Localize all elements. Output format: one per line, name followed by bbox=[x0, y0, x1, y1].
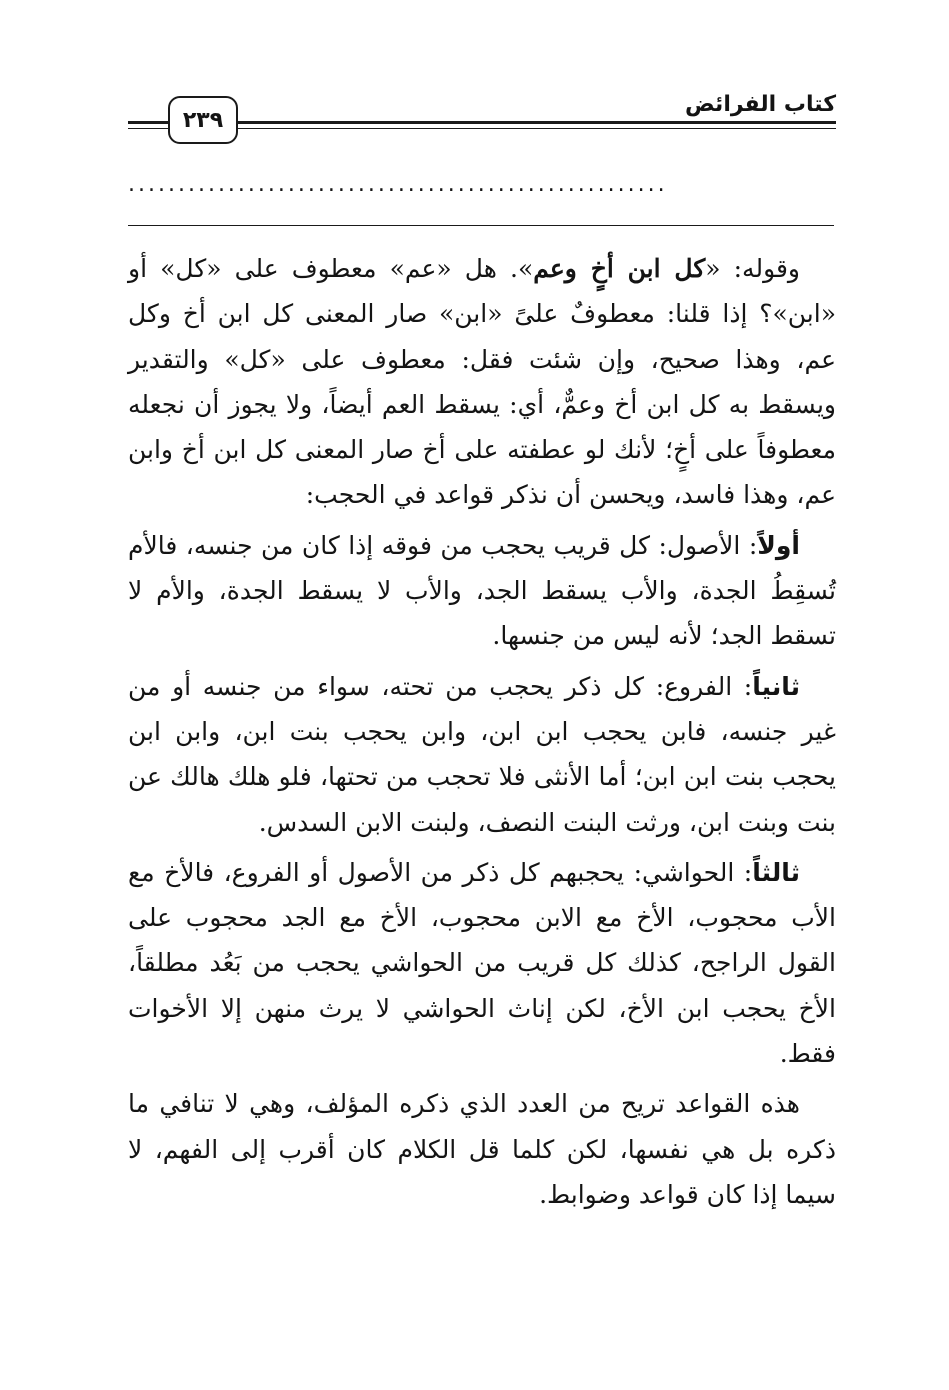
paragraph-3 bbox=[128, 664, 836, 845]
paragraph-1-text: ». هل «عم» معطوف على «كل» أو «ابن»؟ إذا قلنا: معطوفٌ علىً «ابن» صار المعنى كل ابن أخ وكل عم، وهذا صحيح، وإن شئت فقل: معطوف على «كل» والتقدير ويسقط به كل ابن أخ وعمٌّ، أي: يسقط العم أيضاً، ولا يجوز أن نجعله معطوفاً على أخٍ؛ لأنك لو عطفته على أخ صار المعنى كل ابن أخ وابن عم، وهذا فاسد، ويحسن أن نذكر قواعد في الحجب: bbox=[128, 254, 836, 510]
paragraph-5 bbox=[128, 1081, 836, 1217]
paragraph-5-text: هذه القواعد تريح من العدد الذي ذكره المؤلف، وهي لا تنافي ما ذكره بل هي نفسها، لكن كلما قل الكلام كان أقرب إلى الفهم، لا سيما إذا كان قواعد وضوابط. bbox=[128, 1089, 836, 1209]
book-title: كتاب الفرائض bbox=[677, 92, 836, 118]
lead-second: ثانياً bbox=[752, 671, 800, 701]
paragraph-1-pre: وقوله: « bbox=[705, 254, 801, 283]
separator-rule bbox=[128, 225, 834, 226]
page-number: ٢٣٩ bbox=[168, 96, 238, 144]
paragraph-2-text: : الأصول: كل قريب يحجب من فوقه إذا كان من جنسه، فالأم تُسقِطُ الجدة، والأب يسقط الجد، والأب لا يسقط الجدة، والأم لا تسقط الجد؛ لأنه ليس من جنسها. bbox=[128, 530, 836, 651]
lead-first: أولاً bbox=[757, 530, 800, 560]
quoted-phrase: كل ابن أخٍ وعم bbox=[533, 254, 706, 283]
paragraph-1 bbox=[128, 246, 836, 518]
paragraph-2 bbox=[128, 523, 836, 659]
body-text bbox=[128, 246, 836, 1222]
ellipsis-line: ...................................................... bbox=[128, 172, 668, 197]
running-header bbox=[128, 92, 836, 142]
paragraph-4-text: : الحواشي: يحجبهم كل ذكر من الأصول أو الفروع، فالأخ مع الأب محجوب، الأخ مع الابن محجوب، الأخ مع الجد محجوب على القول الراجح، كذلك كل قريب من الحواشي يحجب من بَعُد مطلقاً، الأخ يحجب ابن الأخ، لكن إناث الحواشي لا يرث منهن إلا الأخوات فقط. bbox=[128, 857, 836, 1069]
paragraph-3-text: : الفروع: كل ذكر يحجب من تحته، سواء من جنسه أو من غير جنسه، فابن يحجب ابن ابن، وابن يحجب بنت ابن، وابن ابن يحجب بنت ابن ابن؛ أما الأنثى فلا تحجب من تحتها، فلو هلك هالك عن بنت وبنت ابن، ورثت البنت النصف، ولبنت الابن السدس. bbox=[128, 671, 836, 837]
lead-third: ثالثاً bbox=[752, 857, 800, 887]
paragraph-4 bbox=[128, 850, 836, 1076]
